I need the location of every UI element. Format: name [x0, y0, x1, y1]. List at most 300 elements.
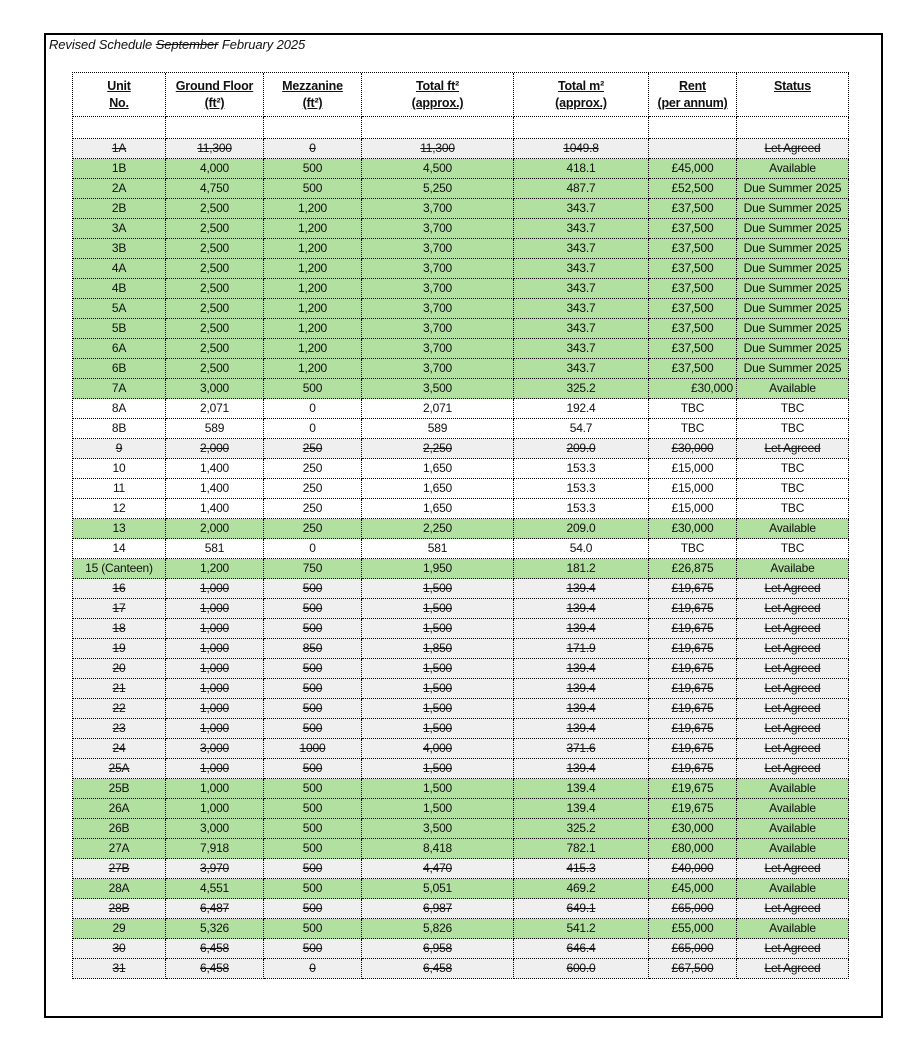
cell-mezzanine: 500 — [264, 799, 362, 819]
cell-total-ft: 4,500 — [362, 159, 514, 179]
cell-rent: £19,675 — [649, 779, 737, 799]
table-row — [73, 959, 849, 979]
cell-rent: TBC — [649, 419, 737, 439]
table-row — [73, 239, 849, 259]
cell-unit-no: 9 — [73, 439, 166, 459]
cell-mezzanine: 250 — [264, 499, 362, 519]
cell-mezzanine: 500 — [264, 939, 362, 959]
cell-rent: £65,000 — [649, 939, 737, 959]
cell-ground-floor: 7,918 — [166, 839, 264, 859]
cell-status: Due Summer 2025 — [737, 219, 849, 239]
cell-mezzanine: 250 — [264, 439, 362, 459]
cell-total-ft: 3,700 — [362, 219, 514, 239]
cell-mezzanine: 500 — [264, 919, 362, 939]
cell-total-ft: 6,958 — [362, 939, 514, 959]
cell-unit-no: 15 (Canteen) — [73, 559, 166, 579]
cell-total-ft: 4,000 — [362, 739, 514, 759]
cell-status: Due Summer 2025 — [737, 179, 849, 199]
cell-rent: £37,500 — [649, 359, 737, 379]
table-row — [73, 279, 849, 299]
cell-unit-no: 2B — [73, 199, 166, 219]
cell-total-m: 1049.8 — [514, 139, 649, 159]
table-row — [73, 619, 849, 639]
cell-total-m: 782.1 — [514, 839, 649, 859]
cell-unit-no: 24 — [73, 739, 166, 759]
spacer-row — [73, 117, 849, 139]
table-row — [73, 679, 849, 699]
table-row — [73, 339, 849, 359]
table-row — [73, 139, 849, 159]
cell-mezzanine: 1,200 — [264, 279, 362, 299]
cell-status: TBC — [737, 459, 849, 479]
cell-unit-no: 10 — [73, 459, 166, 479]
cell-status: Due Summer 2025 — [737, 319, 849, 339]
table-row — [73, 699, 849, 719]
cell-mezzanine: 500 — [264, 819, 362, 839]
cell-total-m: 139.4 — [514, 759, 649, 779]
cell-unit-no: 27B — [73, 859, 166, 879]
cell-status: Due Summer 2025 — [737, 359, 849, 379]
cell-total-ft: 5,826 — [362, 919, 514, 939]
cell-total-m: 153.3 — [514, 479, 649, 499]
cell-total-ft: 4,470 — [362, 859, 514, 879]
table-row — [73, 799, 849, 819]
cell-unit-no: 12 — [73, 499, 166, 519]
cell-rent: £30,000 — [649, 379, 737, 399]
cell-ground-floor: 2,500 — [166, 359, 264, 379]
cell-total-ft: 1,500 — [362, 699, 514, 719]
cell-unit-no: 16 — [73, 579, 166, 599]
cell-mezzanine: 500 — [264, 179, 362, 199]
cell-mezzanine: 1,200 — [264, 199, 362, 219]
cell-unit-no: 6B — [73, 359, 166, 379]
cell-unit-no: 5B — [73, 319, 166, 339]
cell-total-ft: 1,950 — [362, 559, 514, 579]
cell-rent: £30,000 — [649, 819, 737, 839]
table-row — [73, 739, 849, 759]
cell-rent: £37,500 — [649, 239, 737, 259]
cell-mezzanine: 500 — [264, 759, 362, 779]
cell-total-m: 418.1 — [514, 159, 649, 179]
cell-unit-no: 18 — [73, 619, 166, 639]
cell-mezzanine: 500 — [264, 879, 362, 899]
cell-total-ft: 581 — [362, 539, 514, 559]
cell-unit-no: 7A — [73, 379, 166, 399]
cell-rent: £40,000 — [649, 859, 737, 879]
cell-status: Available — [737, 519, 849, 539]
cell-unit-no: 28B — [73, 899, 166, 919]
schedule-table — [72, 72, 849, 979]
cell-total-m: 415.3 — [514, 859, 649, 879]
cell-total-m: 343.7 — [514, 319, 649, 339]
cell-rent: TBC — [649, 399, 737, 419]
cell-status: Let Agreed — [737, 679, 849, 699]
cell-mezzanine: 1,200 — [264, 299, 362, 319]
cell-rent: £19,675 — [649, 719, 737, 739]
cell-mezzanine: 500 — [264, 379, 362, 399]
cell-unit-no: 5A — [73, 299, 166, 319]
cell-status: Let Agreed — [737, 439, 849, 459]
table-row — [73, 879, 849, 899]
cell-rent: £15,000 — [649, 459, 737, 479]
cell-status: Let Agreed — [737, 599, 849, 619]
cell-mezzanine: 500 — [264, 699, 362, 719]
cell-total-ft: 1,500 — [362, 799, 514, 819]
cell-total-m: 153.3 — [514, 499, 649, 519]
cell-unit-no: 4B — [73, 279, 166, 299]
cell-mezzanine: 500 — [264, 579, 362, 599]
cell-total-ft: 2,071 — [362, 399, 514, 419]
cell-total-m: 600.0 — [514, 959, 649, 979]
table-row — [73, 399, 849, 419]
cell-rent: £80,000 — [649, 839, 737, 859]
cell-ground-floor: 1,000 — [166, 579, 264, 599]
cell-rent: £15,000 — [649, 499, 737, 519]
cell-total-ft: 1,500 — [362, 759, 514, 779]
cell-ground-floor: 6,458 — [166, 959, 264, 979]
cell-mezzanine: 500 — [264, 619, 362, 639]
cell-status: Available — [737, 879, 849, 899]
cell-rent: £37,500 — [649, 279, 737, 299]
cell-rent: £26,875 — [649, 559, 737, 579]
cell-total-m: 139.4 — [514, 659, 649, 679]
cell-mezzanine: 750 — [264, 559, 362, 579]
cell-ground-floor: 2,500 — [166, 199, 264, 219]
cell-rent: £19,675 — [649, 739, 737, 759]
cell-total-m: 371.6 — [514, 739, 649, 759]
cell-total-ft: 1,500 — [362, 599, 514, 619]
cell-total-m: 139.4 — [514, 619, 649, 639]
cell-total-ft: 589 — [362, 419, 514, 439]
cell-rent: £45,000 — [649, 879, 737, 899]
cell-unit-no: 13 — [73, 519, 166, 539]
cell-status: Let Agreed — [737, 619, 849, 639]
table-row — [73, 499, 849, 519]
cell-total-ft: 11,300 — [362, 139, 514, 159]
cell-status: Let Agreed — [737, 939, 849, 959]
cell-ground-floor: 1,000 — [166, 619, 264, 639]
table-row — [73, 539, 849, 559]
cell-mezzanine: 500 — [264, 599, 362, 619]
table-body — [73, 139, 849, 979]
cell-status: Available — [737, 779, 849, 799]
cell-rent: £19,675 — [649, 599, 737, 619]
cell-total-m: 343.7 — [514, 279, 649, 299]
cell-status: Let Agreed — [737, 739, 849, 759]
cell-ground-floor: 1,000 — [166, 779, 264, 799]
cell-total-ft: 2,250 — [362, 519, 514, 539]
cell-rent: £37,500 — [649, 199, 737, 219]
title-prefix: Revised Schedule — [49, 37, 156, 52]
cell-total-m: 343.7 — [514, 239, 649, 259]
cell-status: Available — [737, 799, 849, 819]
table-row — [73, 859, 849, 879]
cell-unit-no: 25B — [73, 779, 166, 799]
cell-rent: £19,675 — [649, 699, 737, 719]
cell-total-ft: 1,650 — [362, 499, 514, 519]
table-row — [73, 899, 849, 919]
cell-status: Available — [737, 379, 849, 399]
cell-rent: £19,675 — [649, 759, 737, 779]
cell-rent: £19,675 — [649, 579, 737, 599]
cell-total-ft: 1,500 — [362, 579, 514, 599]
cell-unit-no: 3B — [73, 239, 166, 259]
cell-status: Due Summer 2025 — [737, 259, 849, 279]
cell-rent: £67,500 — [649, 959, 737, 979]
cell-unit-no: 3A — [73, 219, 166, 239]
cell-total-m: 181.2 — [514, 559, 649, 579]
cell-unit-no: 26A — [73, 799, 166, 819]
cell-total-ft: 1,500 — [362, 779, 514, 799]
cell-status: Let Agreed — [737, 699, 849, 719]
cell-rent: £30,000 — [649, 439, 737, 459]
cell-total-ft: 3,500 — [362, 379, 514, 399]
cell-mezzanine: 0 — [264, 959, 362, 979]
cell-rent: £55,000 — [649, 919, 737, 939]
cell-total-ft: 1,500 — [362, 719, 514, 739]
cell-rent: TBC — [649, 539, 737, 559]
cell-mezzanine: 500 — [264, 159, 362, 179]
cell-ground-floor: 1,000 — [166, 699, 264, 719]
table-row — [73, 199, 849, 219]
cell-total-ft: 3,700 — [362, 199, 514, 219]
table-row — [73, 779, 849, 799]
cell-ground-floor: 6,458 — [166, 939, 264, 959]
table-row — [73, 259, 849, 279]
cell-total-m: 487.7 — [514, 179, 649, 199]
cell-unit-no: 20 — [73, 659, 166, 679]
header-total-ft: Total ft² (approx.) — [362, 73, 514, 117]
cell-rent — [649, 139, 737, 159]
cell-total-ft: 1,500 — [362, 679, 514, 699]
cell-total-ft: 1,650 — [362, 479, 514, 499]
cell-ground-floor: 3,000 — [166, 379, 264, 399]
table-row — [73, 839, 849, 859]
cell-total-m: 343.7 — [514, 339, 649, 359]
cell-unit-no: 6A — [73, 339, 166, 359]
cell-ground-floor: 1,000 — [166, 639, 264, 659]
table-row — [73, 919, 849, 939]
header-unit-no: Unit No. — [73, 73, 166, 117]
cell-ground-floor: 2,500 — [166, 299, 264, 319]
cell-unit-no: 4A — [73, 259, 166, 279]
cell-rent: £37,500 — [649, 319, 737, 339]
header-total-m: Total m² (approx.) — [514, 73, 649, 117]
cell-rent: £19,675 — [649, 659, 737, 679]
cell-rent: £37,500 — [649, 299, 737, 319]
cell-mezzanine: 500 — [264, 659, 362, 679]
cell-rent: £37,500 — [649, 339, 737, 359]
cell-total-ft: 3,700 — [362, 359, 514, 379]
table-row — [73, 579, 849, 599]
cell-total-m: 209.0 — [514, 439, 649, 459]
cell-status: Let Agreed — [737, 659, 849, 679]
cell-ground-floor: 581 — [166, 539, 264, 559]
cell-total-m: 139.4 — [514, 579, 649, 599]
cell-ground-floor: 5,326 — [166, 919, 264, 939]
cell-total-ft: 3,700 — [362, 239, 514, 259]
cell-unit-no: 26B — [73, 819, 166, 839]
cell-total-m: 209.0 — [514, 519, 649, 539]
table-row — [73, 319, 849, 339]
table-row — [73, 439, 849, 459]
cell-total-m: 541.2 — [514, 919, 649, 939]
cell-total-ft: 1,500 — [362, 619, 514, 639]
cell-total-ft: 2,250 — [362, 439, 514, 459]
cell-status: Due Summer 2025 — [737, 239, 849, 259]
cell-unit-no: 8A — [73, 399, 166, 419]
cell-mezzanine: 500 — [264, 779, 362, 799]
cell-status: Availabe — [737, 559, 849, 579]
table-row — [73, 219, 849, 239]
cell-status: Let Agreed — [737, 859, 849, 879]
cell-total-m: 325.2 — [514, 379, 649, 399]
header-ground-floor: Ground Floor (ft²) — [166, 73, 264, 117]
table-row — [73, 659, 849, 679]
cell-total-m: 139.4 — [514, 719, 649, 739]
table-row — [73, 939, 849, 959]
cell-status: Due Summer 2025 — [737, 299, 849, 319]
cell-ground-floor: 4,000 — [166, 159, 264, 179]
cell-total-ft: 1,850 — [362, 639, 514, 659]
header-status: Status — [737, 73, 849, 117]
cell-unit-no: 31 — [73, 959, 166, 979]
cell-total-ft: 1,500 — [362, 659, 514, 679]
cell-ground-floor: 3,000 — [166, 739, 264, 759]
cell-mezzanine: 1000 — [264, 739, 362, 759]
cell-ground-floor: 1,000 — [166, 759, 264, 779]
cell-unit-no: 19 — [73, 639, 166, 659]
cell-status: Available — [737, 819, 849, 839]
cell-ground-floor: 589 — [166, 419, 264, 439]
cell-ground-floor: 4,750 — [166, 179, 264, 199]
page-title — [49, 37, 305, 52]
cell-rent: £19,675 — [649, 619, 737, 639]
cell-ground-floor: 1,400 — [166, 479, 264, 499]
cell-total-ft: 3,700 — [362, 299, 514, 319]
cell-total-m: 139.4 — [514, 699, 649, 719]
cell-total-m: 139.4 — [514, 599, 649, 619]
cell-total-ft: 5,051 — [362, 879, 514, 899]
cell-ground-floor: 2,500 — [166, 239, 264, 259]
table-row — [73, 519, 849, 539]
cell-ground-floor: 1,200 — [166, 559, 264, 579]
table-row — [73, 599, 849, 619]
cell-total-ft: 6,987 — [362, 899, 514, 919]
cell-rent: £52,500 — [649, 179, 737, 199]
cell-mezzanine: 1,200 — [264, 259, 362, 279]
cell-status: Let Agreed — [737, 139, 849, 159]
cell-rent: £37,500 — [649, 259, 737, 279]
cell-ground-floor: 1,000 — [166, 679, 264, 699]
cell-total-ft: 6,458 — [362, 959, 514, 979]
cell-mezzanine: 1,200 — [264, 319, 362, 339]
cell-ground-floor: 2,000 — [166, 439, 264, 459]
cell-total-m: 139.4 — [514, 799, 649, 819]
cell-status: Due Summer 2025 — [737, 199, 849, 219]
cell-status: TBC — [737, 499, 849, 519]
cell-ground-floor: 1,400 — [166, 459, 264, 479]
cell-status: TBC — [737, 419, 849, 439]
cell-unit-no: 29 — [73, 919, 166, 939]
cell-rent: £37,500 — [649, 219, 737, 239]
cell-mezzanine: 500 — [264, 719, 362, 739]
cell-status: Due Summer 2025 — [737, 279, 849, 299]
cell-ground-floor: 2,500 — [166, 339, 264, 359]
cell-total-ft: 8,418 — [362, 839, 514, 859]
cell-mezzanine: 500 — [264, 859, 362, 879]
cell-total-m: 139.4 — [514, 679, 649, 699]
header-mezzanine: Mezzanine (ft²) — [264, 73, 362, 117]
title-suffix: February 2025 — [218, 37, 306, 52]
cell-unit-no: 1B — [73, 159, 166, 179]
cell-unit-no: 8B — [73, 419, 166, 439]
cell-mezzanine: 850 — [264, 639, 362, 659]
cell-status: Let Agreed — [737, 899, 849, 919]
cell-ground-floor: 1,000 — [166, 799, 264, 819]
cell-mezzanine: 0 — [264, 399, 362, 419]
cell-unit-no: 27A — [73, 839, 166, 859]
cell-unit-no: 2A — [73, 179, 166, 199]
cell-unit-no: 22 — [73, 699, 166, 719]
cell-total-m: 171.9 — [514, 639, 649, 659]
cell-total-ft: 3,700 — [362, 279, 514, 299]
cell-unit-no: 21 — [73, 679, 166, 699]
cell-unit-no: 1A — [73, 139, 166, 159]
cell-rent: £19,675 — [649, 639, 737, 659]
cell-unit-no: 23 — [73, 719, 166, 739]
cell-total-m: 139.4 — [514, 779, 649, 799]
cell-mezzanine: 1,200 — [264, 239, 362, 259]
cell-status: Available — [737, 839, 849, 859]
cell-mezzanine: 500 — [264, 679, 362, 699]
table-row — [73, 719, 849, 739]
cell-status: TBC — [737, 479, 849, 499]
cell-unit-no: 14 — [73, 539, 166, 559]
cell-total-ft: 3,700 — [362, 259, 514, 279]
cell-total-m: 649.1 — [514, 899, 649, 919]
cell-rent: £45,000 — [649, 159, 737, 179]
table-row — [73, 159, 849, 179]
cell-status: Let Agreed — [737, 759, 849, 779]
cell-ground-floor: 1,000 — [166, 599, 264, 619]
cell-total-m: 325.2 — [514, 819, 649, 839]
cell-ground-floor: 6,487 — [166, 899, 264, 919]
table-row — [73, 819, 849, 839]
cell-status: Let Agreed — [737, 579, 849, 599]
cell-ground-floor: 2,500 — [166, 279, 264, 299]
cell-unit-no: 30 — [73, 939, 166, 959]
cell-status: Due Summer 2025 — [737, 339, 849, 359]
cell-mezzanine: 500 — [264, 839, 362, 859]
cell-mezzanine: 0 — [264, 139, 362, 159]
cell-unit-no: 11 — [73, 479, 166, 499]
cell-total-m: 646.4 — [514, 939, 649, 959]
table-row — [73, 379, 849, 399]
cell-status: Available — [737, 159, 849, 179]
cell-rent: £65,000 — [649, 899, 737, 919]
cell-total-m: 343.7 — [514, 259, 649, 279]
cell-total-ft: 1,650 — [362, 459, 514, 479]
cell-total-m: 343.7 — [514, 219, 649, 239]
cell-rent: £15,000 — [649, 479, 737, 499]
cell-mezzanine: 0 — [264, 419, 362, 439]
cell-unit-no: 28A — [73, 879, 166, 899]
table-row — [73, 479, 849, 499]
table-row — [73, 299, 849, 319]
cell-ground-floor: 1,000 — [166, 719, 264, 739]
cell-ground-floor: 2,000 — [166, 519, 264, 539]
